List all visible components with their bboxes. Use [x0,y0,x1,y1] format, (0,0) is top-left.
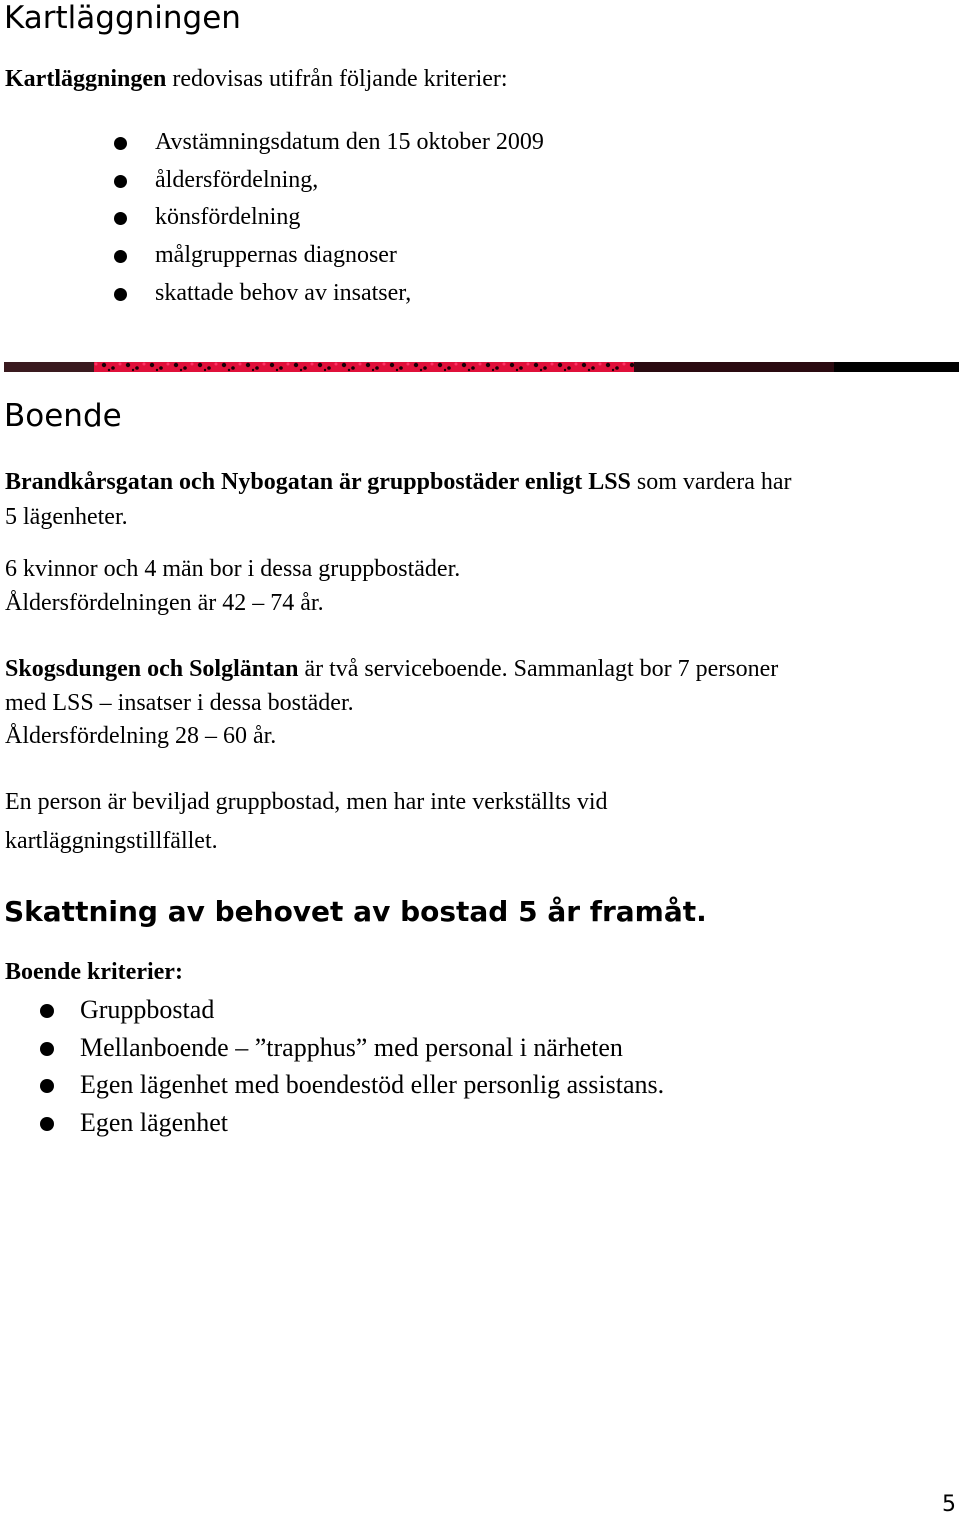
paragraph-line: Åldersfördelning 28 – 60 år. [5,723,277,749]
criteria-item-text: åldersfördelning, [155,167,319,193]
housing-item-text: Egen lägenhet med boendestöd eller personlig assistans. [80,1070,665,1099]
heading-skattning: Skattning av behovet av bostad 5 år framåt. [4,895,707,928]
bullet-icon [40,1004,54,1018]
bullet-icon [40,1117,54,1131]
paragraph-line [5,654,778,684]
criteria-item-text: könsfördelning [155,204,301,230]
decorative-divider-band [4,362,959,372]
housing-item-text: Egen lägenhet [80,1108,228,1137]
text-run: som vardera har [630,469,792,495]
bullet-icon [114,250,127,263]
criteria-item-text: skattade behov av insatser, [155,280,412,306]
bullet-icon [114,137,127,150]
bold-term: Skogsdungen och Solgläntan [5,656,299,682]
bullet-icon [114,175,127,188]
paragraph-line: med LSS – insatser i dessa bostäder. [5,690,354,716]
criteria-item-text: målgruppernas diagnoser [155,242,397,268]
paragraph-line: Åldersfördelningen är 42 – 74 år. [5,590,324,616]
housing-item-text: Gruppbostad [80,995,215,1024]
bullet-icon [40,1042,54,1056]
intro-text: redovisas utifrån följande kriterier: [166,66,508,92]
intro-bold-term: Kartläggningen [5,66,167,92]
heading-kartlaggningen: Kartläggningen [4,0,241,36]
page-number: 5 [942,1492,956,1517]
paragraph-line: kartläggningstillfället. [5,828,218,854]
paragraph-line: En person är beviljad gruppbostad, men har inte verkställts vid [5,789,608,815]
paragraph-line [5,467,792,497]
bullet-icon [40,1079,54,1093]
bold-term: Brandkårsgatan och Nybogatan är gruppbostäder enligt LSS [5,469,631,495]
paragraph-line: 5 lägenheter. [5,504,128,530]
bullet-icon [114,212,127,225]
intro-paragraph [5,64,508,94]
heading-boende: Boende [4,398,122,434]
text-run: är två serviceboende. Sammanlagt bor 7 personer [298,656,779,682]
criteria-label: Boende kriterier: [5,959,183,985]
paragraph-line: 6 kvinnor och 4 män bor i dessa gruppbostäder. [5,556,461,582]
housing-item-text: Mellanboende – ”trapphus” med personal i närheten [80,1033,623,1062]
criteria-item-text: Avstämningsdatum den 15 oktober 2009 [155,129,544,155]
bullet-icon [114,288,127,301]
